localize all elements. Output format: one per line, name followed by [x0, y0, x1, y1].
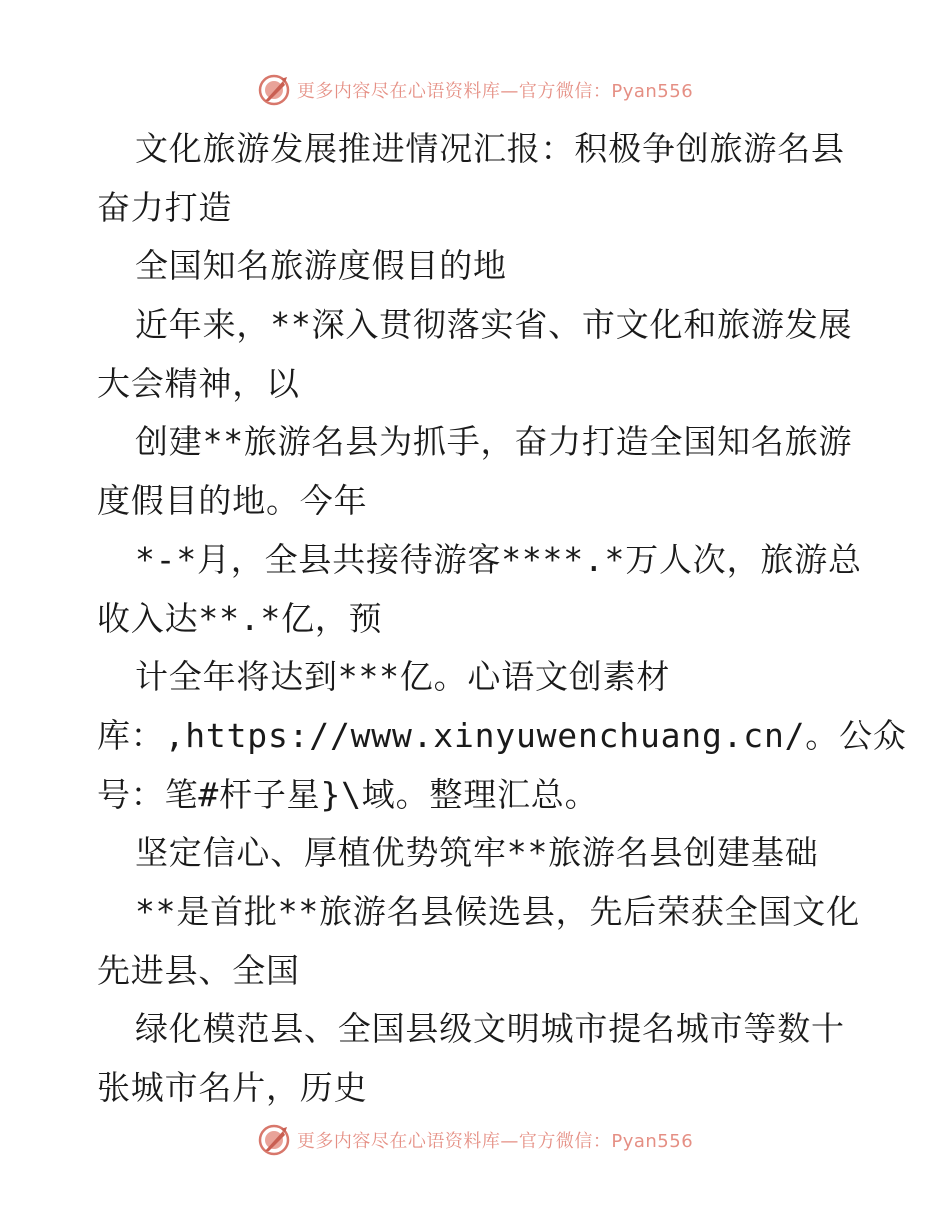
- text-line: 文化旅游发展推进情况汇报：积极争创旅游名县: [135, 129, 845, 168]
- text-line: 计全年将达到***亿。心语文创素材: [135, 657, 671, 697]
- text-line: *-*月，全县共接待游客****.*万人次，旅游总: [135, 539, 862, 579]
- quill-logo-icon: [257, 1123, 291, 1157]
- footer-banner-text: 更多内容尽在心语资料库—官方微信：Pyan556: [296, 1131, 694, 1152]
- text-line: 号：笔#杆子星}\域。整理汇总。: [97, 774, 599, 814]
- text-line: 创建**旅游名县为抓手，奋力打造全国知名旅游: [135, 422, 853, 462]
- quill-logo-icon: [257, 73, 291, 107]
- text-line: 收入达**.*亿，预: [97, 598, 383, 638]
- text-line: 坚定信心、厚植优势筑牢**旅游名县创建基础: [135, 833, 819, 873]
- text-line: 先进县、全国: [97, 950, 300, 990]
- text-line: 绿化模范县、全国县级文明城市提名城市等数十: [135, 1009, 845, 1049]
- text-line: **是首批**旅游名县候选县，先后荣获全国文化: [135, 891, 860, 931]
- text-line: 大会精神，以: [97, 363, 300, 403]
- header-banner-text: 更多内容尽在心语资料库—官方微信：Pyan556: [296, 81, 694, 102]
- text-line: 全国知名旅游度假目的地: [135, 246, 507, 286]
- paragraph-lines: [97, 120, 907, 1118]
- text-line: 库：,https://www.xinyuwenchuang.cn/。公众: [97, 715, 907, 755]
- text-line: 奋力打造: [97, 187, 233, 227]
- text-line: 度假目的地。今年: [97, 481, 368, 521]
- text-line: 张城市名片，历史: [97, 1068, 368, 1107]
- document-body: [97, 120, 907, 1118]
- text-line: 近年来，**深入贯彻落实省、市文化和旅游发展: [135, 305, 853, 345]
- header-banner: [0, 70, 950, 110]
- footer-banner: [0, 1120, 950, 1160]
